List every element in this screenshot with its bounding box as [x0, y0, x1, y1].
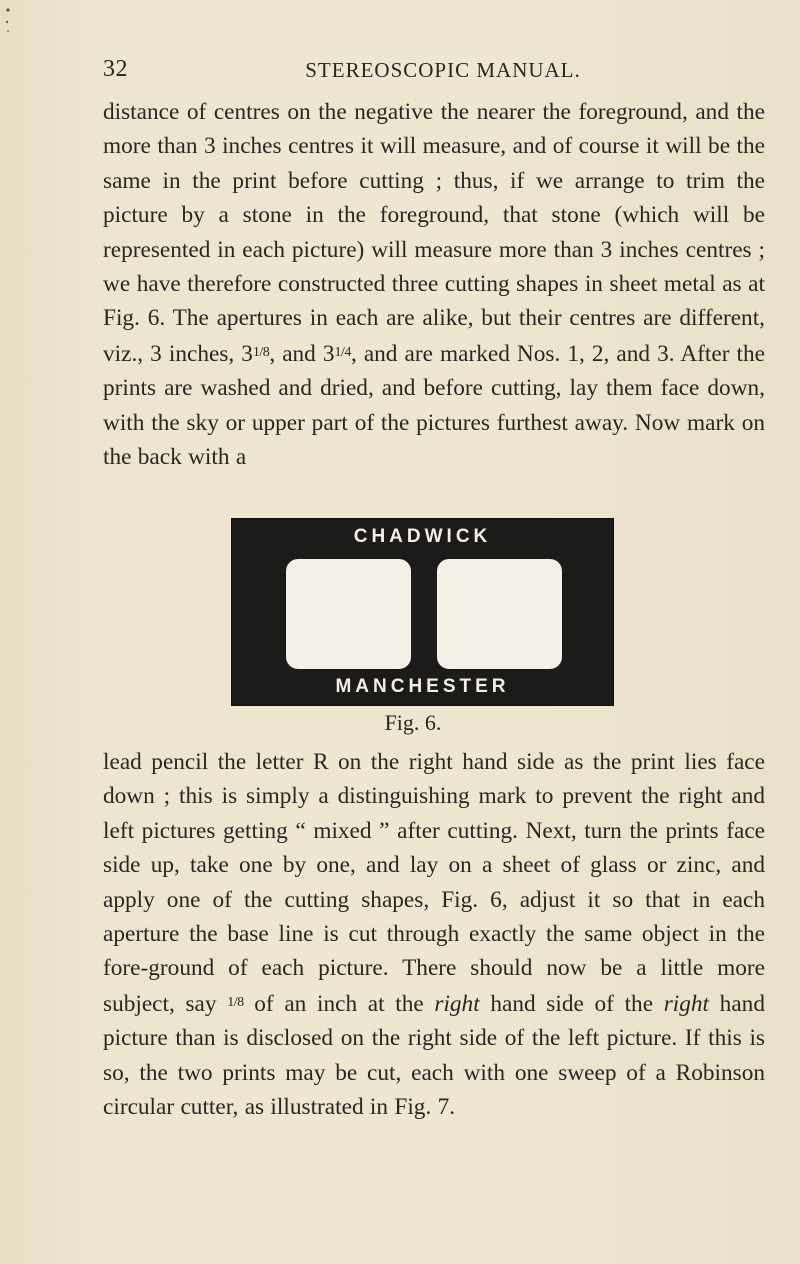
figure-top-label: CHADWICK — [353, 526, 492, 547]
paragraph-2-text-d: hand picture than is disclosed on the right side of the left picture. If this is so, the two prints may be cut, each with one sweep of a Robinson circular cutter, as illustrated in Fig. 7. — [103, 990, 765, 1120]
page-edge-mark — [4, 4, 12, 34]
paragraph-1-text-b: , and 3 — [269, 340, 335, 367]
fraction-one-eighth-inch: 1/8 — [227, 994, 244, 1010]
paragraph-1-text-a: distance of centres on the negative the nearer the foreground, and the more than 3 inches centres it will measure, and of course it will be the same in the print before cutting ; thus, if we arrange to trim the picture by a stone in the foreground, that stone (which will be represented in each picture) will measure more than 3 inches centres ; we have therefore constructed three cutting shapes in sheet metal as at Fig. 6. The apertures in each are alike, but their centres are different, viz., 3 inches, 3 — [103, 99, 765, 367]
running-title: STEREOSCOPIC MANUAL. — [305, 58, 581, 82]
italic-right-1: right — [434, 990, 480, 1017]
paragraph-2-text-a: lead pencil the letter R on the right hand side as the print lies face down ; this is simply a distinguishing mark to prevent the right and left pictures getting “ mixed ” after cutting. Next, turn the prints face side up, take one by one, and lay on a sheet of glass or zinc, and apply one of the cutting shapes, Fig. 6, adjust it so that in each aperture the base line is cut through exactly the same object in the fore-ground of each picture. There should now be a little more subject, say — [103, 749, 765, 1017]
paragraph-2-text-b: of an inch at the — [243, 990, 435, 1017]
paragraph-1-text-c: , and are marked Nos. 1, 2, and 3. After the prints are washed and dried, and before cutting, lay them face down, with the sky or upper part of the pictures furthest away. Now mark on the back with a — [103, 340, 765, 470]
figure-caption: Fig. 6. — [384, 710, 442, 735]
page-number: 32 — [103, 56, 128, 82]
cutting-shape-figure — [231, 518, 614, 706]
paragraph-2 — [103, 745, 765, 1124]
paragraph-1 — [103, 95, 765, 474]
left-aperture — [286, 559, 411, 669]
fraction-one-eighth: 1/8 — [252, 344, 270, 360]
fraction-one-quarter: 1/4 — [334, 344, 351, 360]
paragraph-2-text-c: hand side of the — [479, 990, 664, 1017]
page-header — [103, 56, 763, 86]
italic-right-2: right — [663, 990, 710, 1017]
right-aperture — [437, 559, 562, 669]
figure-bottom-label: MANCHESTER — [335, 676, 510, 697]
